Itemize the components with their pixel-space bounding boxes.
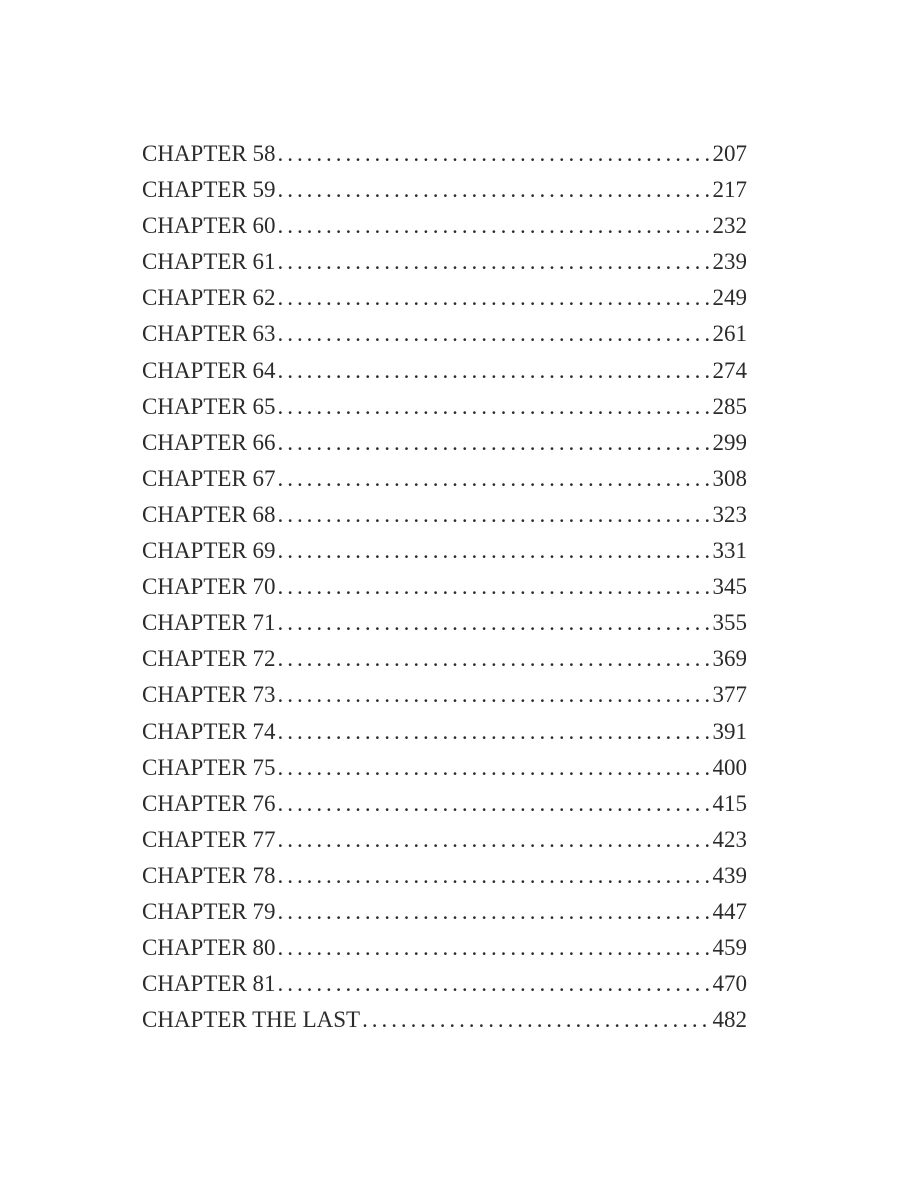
table-of-contents: [142, 136, 747, 1038]
dot-leader: [278, 822, 711, 858]
chapter-title: CHAPTER 66: [142, 429, 276, 455]
page-number: 261: [712, 321, 747, 347]
chapter-title: CHAPTER 75: [142, 754, 276, 780]
dot-leader: [278, 533, 711, 569]
toc-entry[interactable]: [142, 1002, 747, 1038]
toc-entry[interactable]: [142, 858, 747, 894]
chapter-title: CHAPTER 77: [142, 826, 276, 852]
toc-entry[interactable]: [142, 353, 747, 389]
dot-leader: [278, 677, 711, 713]
chapter-title: CHAPTER 73: [142, 682, 276, 708]
chapter-title: CHAPTER 64: [142, 357, 276, 383]
dot-leader: [278, 641, 711, 677]
dot-leader: [278, 208, 711, 244]
dot-leader: [278, 786, 711, 822]
page-number: 447: [712, 898, 747, 924]
toc-entry[interactable]: [142, 966, 747, 1002]
toc-entry[interactable]: [142, 461, 747, 497]
chapter-title: CHAPTER 59: [142, 177, 276, 203]
chapter-title: CHAPTER 63: [142, 321, 276, 347]
dot-leader: [278, 930, 711, 966]
page-number: 285: [712, 393, 747, 419]
toc-entry[interactable]: [142, 425, 747, 461]
chapter-title: CHAPTER 76: [142, 790, 276, 816]
toc-entry[interactable]: [142, 641, 747, 677]
dot-leader: [278, 353, 711, 389]
dot-leader: [278, 280, 711, 316]
page-number: 391: [712, 718, 747, 744]
toc-entry[interactable]: [142, 750, 747, 786]
chapter-title: CHAPTER 61: [142, 249, 276, 275]
chapter-title: CHAPTER 71: [142, 610, 276, 636]
page-number: 239: [712, 249, 747, 275]
toc-entry[interactable]: [142, 244, 747, 280]
toc-entry[interactable]: [142, 605, 747, 641]
dot-leader: [278, 461, 711, 497]
dot-leader: [278, 966, 711, 1002]
page-number: 459: [712, 935, 747, 961]
dot-leader: [278, 497, 711, 533]
toc-entry[interactable]: [142, 786, 747, 822]
page-number: 232: [712, 213, 747, 239]
toc-entry[interactable]: [142, 208, 747, 244]
chapter-title: CHAPTER 78: [142, 862, 276, 888]
dot-leader: [278, 894, 711, 930]
chapter-title: CHAPTER 67: [142, 465, 276, 491]
chapter-title: CHAPTER 72: [142, 646, 276, 672]
toc-entry[interactable]: [142, 497, 747, 533]
dot-leader: [278, 136, 711, 172]
dot-leader: [278, 750, 711, 786]
chapter-title: CHAPTER 69: [142, 538, 276, 564]
chapter-title: CHAPTER 74: [142, 718, 276, 744]
chapter-title: CHAPTER 80: [142, 935, 276, 961]
toc-entry[interactable]: [142, 930, 747, 966]
page-number: 415: [712, 790, 747, 816]
toc-entry[interactable]: [142, 533, 747, 569]
page-number: 423: [712, 826, 747, 852]
chapter-title: CHAPTER 68: [142, 501, 276, 527]
dot-leader: [278, 316, 711, 352]
dot-leader: [278, 244, 711, 280]
toc-entry[interactable]: [142, 822, 747, 858]
toc-entry[interactable]: [142, 714, 747, 750]
toc-entry[interactable]: [142, 316, 747, 352]
page-number: 470: [712, 971, 747, 997]
dot-leader: [278, 605, 711, 641]
toc-entry[interactable]: [142, 894, 747, 930]
dot-leader: [278, 425, 711, 461]
chapter-title: CHAPTER 62: [142, 285, 276, 311]
page-number: 331: [712, 538, 747, 564]
page-number: 439: [712, 862, 747, 888]
page-number: 345: [712, 574, 747, 600]
page-number: 249: [712, 285, 747, 311]
toc-entry[interactable]: [142, 172, 747, 208]
page-number: 482: [712, 1007, 747, 1033]
page-number: 323: [712, 501, 747, 527]
page-number: 308: [712, 465, 747, 491]
dot-leader: [278, 714, 711, 750]
chapter-title: CHAPTER 70: [142, 574, 276, 600]
toc-entry[interactable]: [142, 569, 747, 605]
page-number: 377: [712, 682, 747, 708]
toc-entry[interactable]: [142, 280, 747, 316]
page-number: 299: [712, 429, 747, 455]
dot-leader: [278, 389, 711, 425]
dot-leader: [278, 569, 711, 605]
toc-entry[interactable]: [142, 389, 747, 425]
dot-leader: [278, 172, 711, 208]
chapter-title: CHAPTER THE LAST: [142, 1007, 361, 1033]
page-number: 274: [712, 357, 747, 383]
chapter-title: CHAPTER 79: [142, 898, 276, 924]
page-number: 217: [712, 177, 747, 203]
chapter-title: CHAPTER 65: [142, 393, 276, 419]
page-number: 400: [712, 754, 747, 780]
dot-leader: [278, 858, 711, 894]
dot-leader: [362, 1002, 710, 1038]
chapter-title: CHAPTER 81: [142, 971, 276, 997]
page-number: 369: [712, 646, 747, 672]
chapter-title: CHAPTER 58: [142, 141, 276, 166]
toc-entry[interactable]: [142, 677, 747, 713]
page-number: 355: [712, 610, 747, 636]
chapter-title: CHAPTER 60: [142, 213, 276, 239]
page-number: 207: [712, 141, 747, 166]
toc-entry[interactable]: [142, 136, 747, 172]
